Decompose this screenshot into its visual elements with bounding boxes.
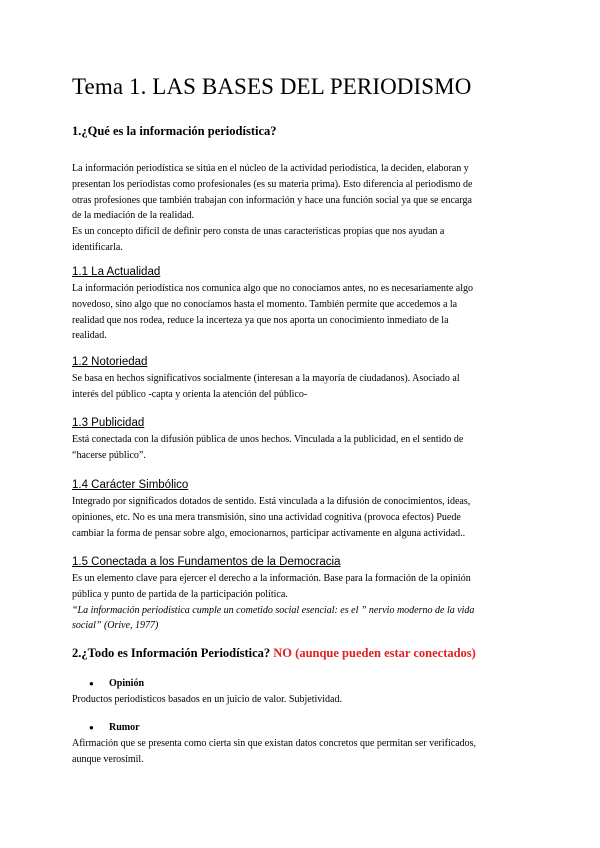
text-line: Es un elemento clave para ejercer el derecho a la información. Base para la formación de la opinión [72, 573, 471, 584]
subsection-heading-notoriedad: 1.2 Notoriedad [72, 356, 148, 368]
text-line: “hacerse público”. [72, 449, 146, 461]
text-line: interés del público -capta y orienta la atención del público- [72, 388, 308, 400]
bullet-label: Opinión [109, 678, 145, 689]
bullet-icon: ● [89, 679, 94, 688]
text-line: Afirmación que se presenta como cierta sin que existan datos concretos que permitan ser verificados, [72, 738, 477, 749]
text-line: novedoso, sino algo que no conocíamos hasta el momento. También permite que accedemos a la [72, 298, 458, 310]
subsection-body-publicidad [72, 432, 532, 464]
text-line: pública y punto de partida de la participación política. [72, 588, 288, 600]
text-line: Integrado por significados dotados de sentido. Está vinculada a la difusión de conocimientos, ideas, [72, 496, 471, 507]
text-line: de la mediación de la realidad. [72, 210, 195, 222]
bullet-icon: ● [89, 723, 94, 732]
text-line: Está conectada con la difusión pública de unos hechos. Vinculada a la publicidad, en el sentido de [72, 434, 464, 445]
section-1-intro [72, 161, 532, 256]
quote-line: social” (Orive, 1977) [72, 620, 159, 632]
bullet-item-rumor [89, 721, 140, 735]
text-line: realidad. [72, 330, 107, 342]
text-line: Productos periodísticos basados en un juicio de valor. Subjetividad. [72, 694, 342, 705]
subsection-heading-caracter-simbolico: 1.4 Carácter Simbólico [72, 479, 189, 491]
page-title: Tema 1. LAS BASES DEL PERIODISMO [72, 74, 472, 99]
subsection-body-caracter-simbolico [72, 494, 532, 541]
subsection-heading-democracia: 1.5 Conectada a los Fundamentos de la Democracia [72, 556, 341, 568]
text-line: aunque verosímil. [72, 753, 144, 765]
section-1-heading: 1.¿Qué es la información periodística? [72, 124, 277, 138]
subsection-body-actualidad [72, 281, 532, 344]
text-line: La información periodística nos comunica algo que no conocíamos antes, no es necesariamente algo [72, 283, 473, 294]
text-line: opiniones, etc. No es una mera transmisión, sino una actividad cognitiva (provoca efectos) Puede [72, 511, 461, 523]
section-2-heading-answer: NO (aunque pueden estar conectados) [273, 646, 476, 660]
bullet-item-opinion [89, 677, 144, 691]
text-line: presentan los periodistas como profesionales (es su materia prima). Esto diferencia al periodismo de [72, 178, 473, 190]
subsection-heading-publicidad: 1.3 Publicidad [72, 417, 145, 429]
subsection-body-notoriedad [72, 371, 532, 403]
bullet-body-rumor [72, 736, 532, 768]
text-line: Se basa en hechos significativos socialmente (interesan a la mayoría de ciudadanos). Asociado al [72, 373, 460, 384]
text-line: identificarla. [72, 241, 123, 253]
text-line: Es un concepto difícil de definir pero consta de unas características propias que nos ayudan a [72, 226, 445, 238]
bullet-body-opinion [72, 692, 532, 708]
quote-line: “La información periodística cumple un cometido social esencial: es el ” nervio moderno de la vida [72, 604, 475, 616]
subsection-heading-actualidad: 1.1 La Actualidad [72, 266, 161, 278]
text-line: realidad que nos rodea, reduce la incerteza ya que nos aporta un conocimiento inmediato de la [72, 314, 449, 326]
section-2-heading [72, 645, 476, 661]
bullet-label: Rumor [109, 722, 140, 733]
section-2-heading-text: 2.¿Todo es Información Periodística? [72, 646, 271, 660]
text-line: otras profesiones que también trabajan con información y hace una función social ya que se encarga [72, 194, 472, 206]
text-line: cambiar la forma de pensar sobre algo, emocionarnos, participar activamente en alguna actividad.. [72, 527, 466, 539]
subsection-body-democracia [72, 571, 532, 634]
text-line: La información periodística se sitúa en el núcleo de la actividad periodística, la deciden, elaboran y [72, 163, 469, 174]
